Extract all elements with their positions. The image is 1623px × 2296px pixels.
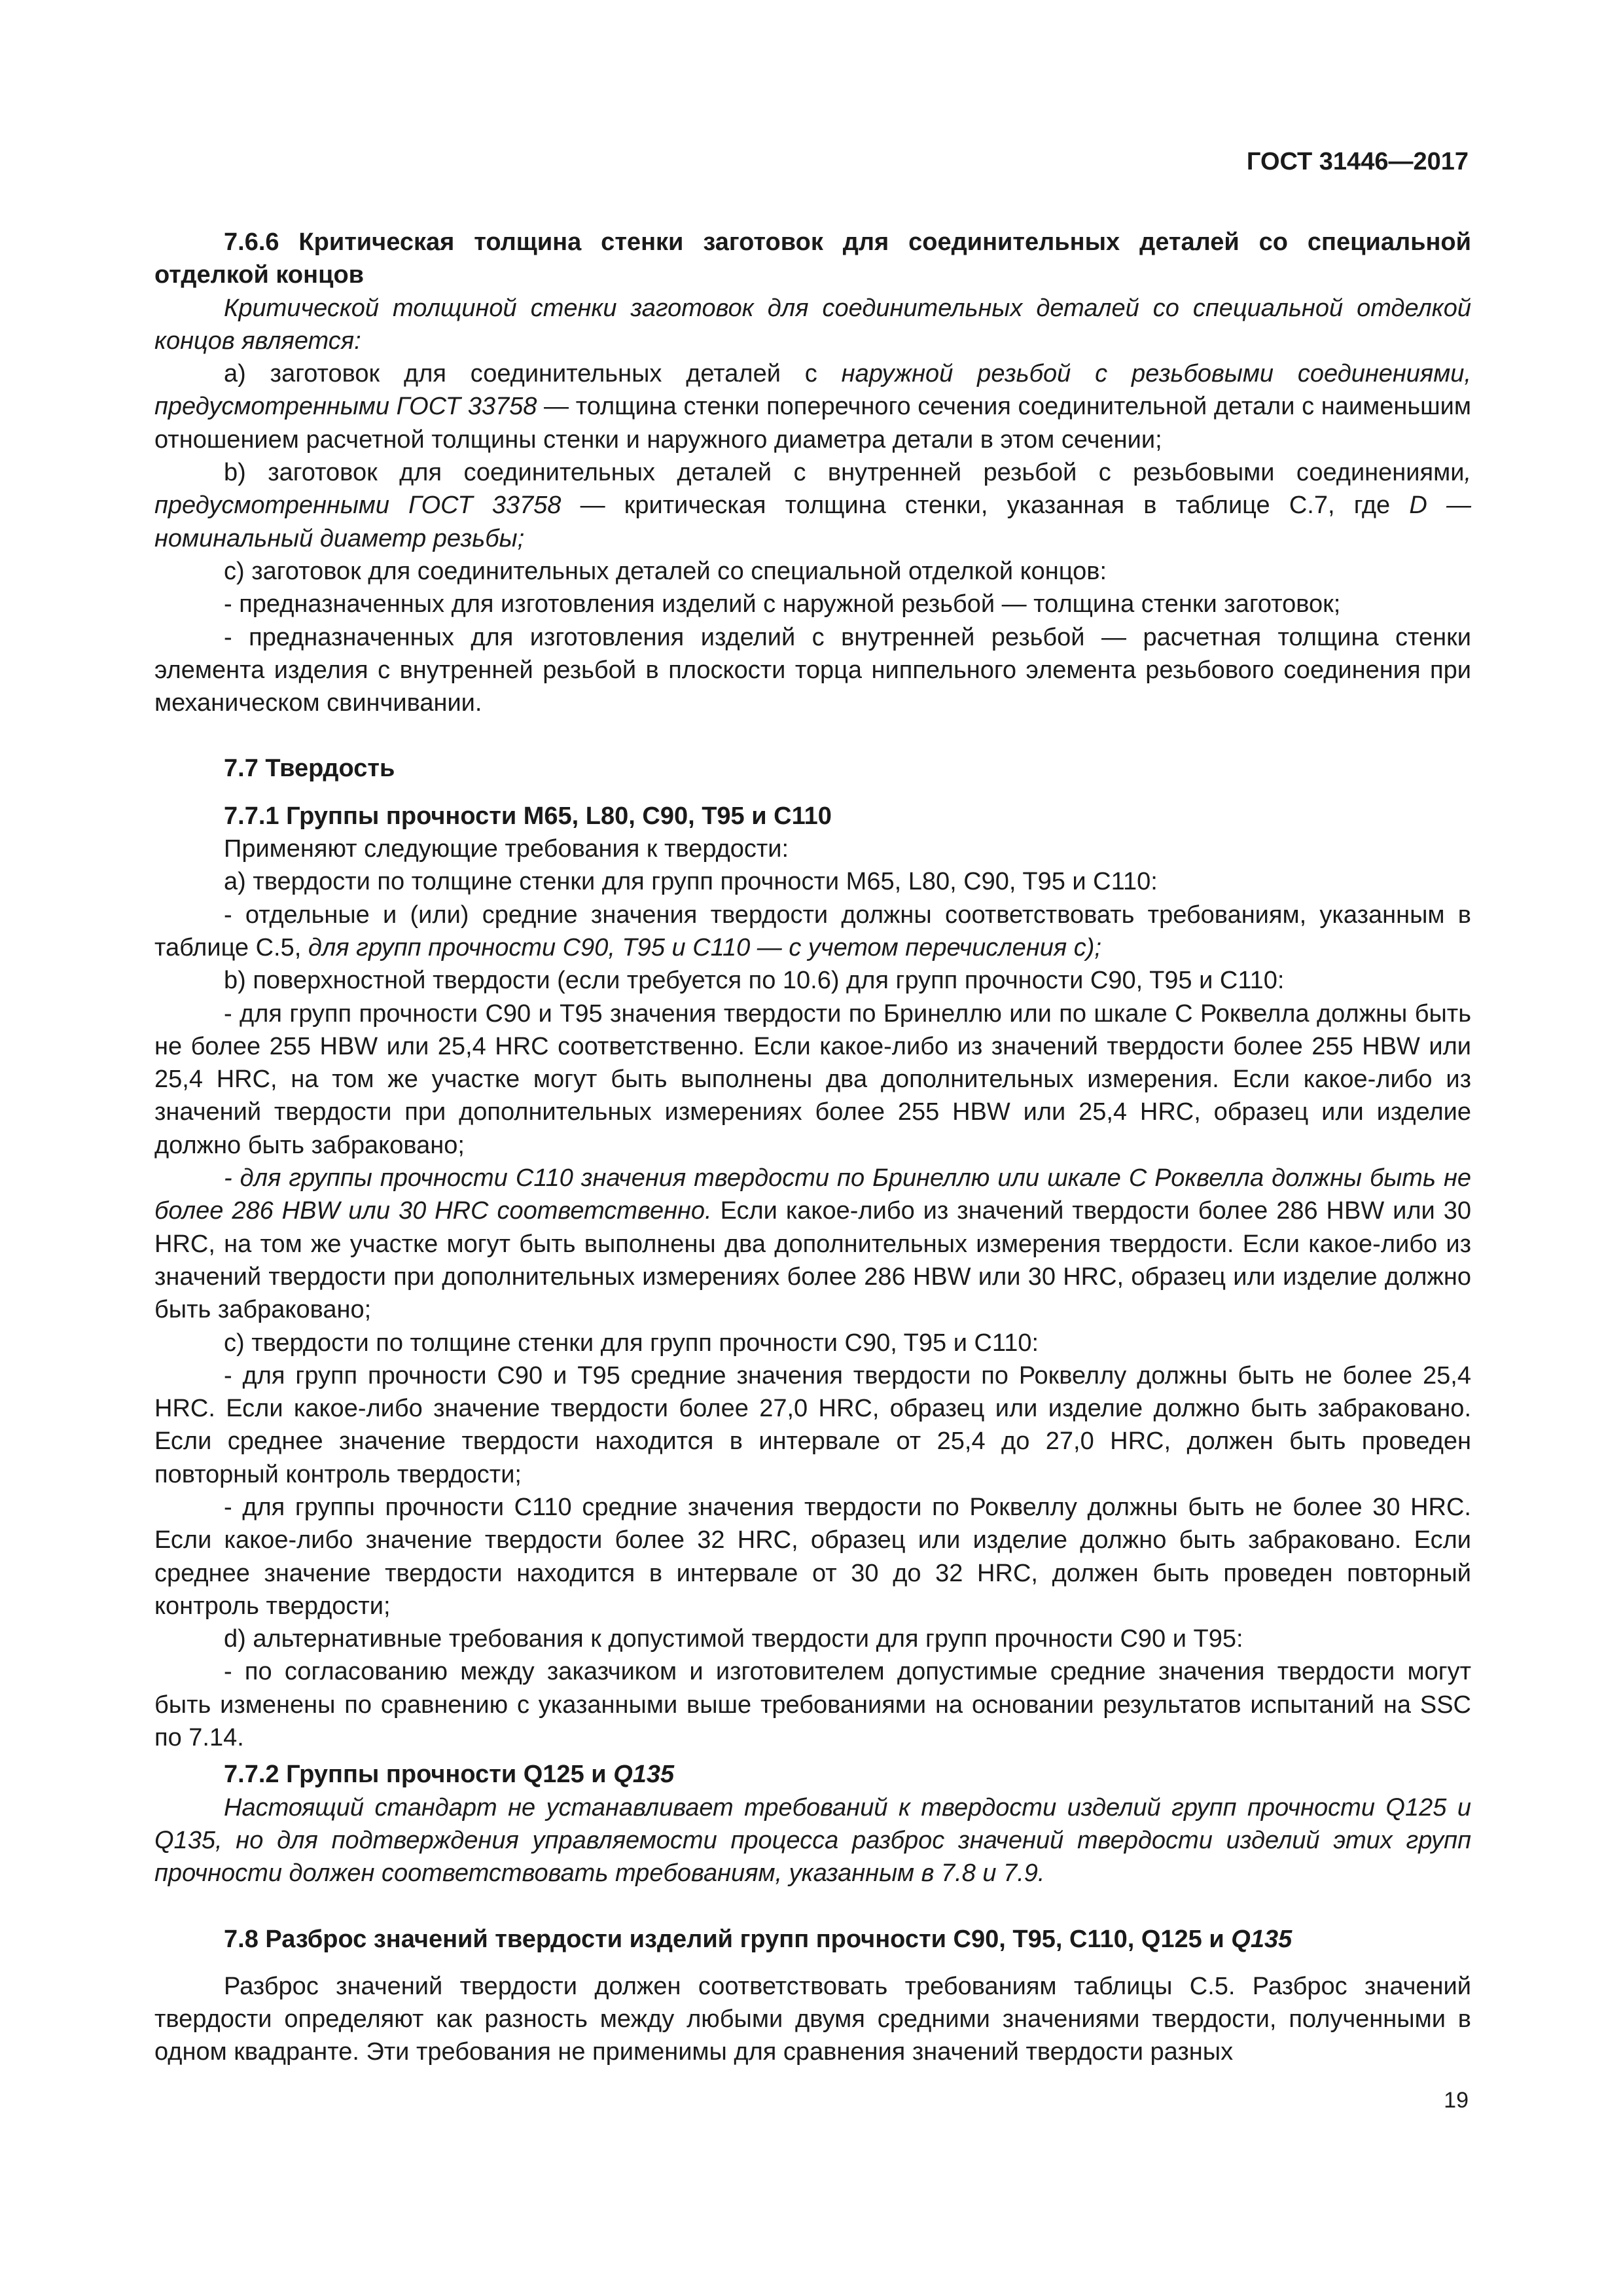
section-7-7-2-heading-italic: Q135 bbox=[613, 1761, 675, 1789]
document-body bbox=[154, 226, 1471, 2069]
section-7-7-1-intro: Применяют следующие требования к твердости: bbox=[224, 835, 789, 863]
section-7-6-6-item-c-1: - предназначенных для изготовления изделий с наружной резьбой — толщина стенки заготовок; bbox=[224, 590, 1341, 619]
section-7-6-6-heading: 7.6.6 Критическая толщина стенки заготовок для соединительных деталей со специальной отделкой концов bbox=[154, 228, 1471, 289]
item-b-text-1: b) заготовок для соединительных деталей с внутренней резьбой с резьбовыми соединениями bbox=[224, 459, 1465, 487]
section-7-8-heading-text: 7.8 Разброс значений твердости изделий групп прочности C90, T95, C110, Q125 и bbox=[224, 1925, 1232, 1953]
section-7-7-2-text: Настоящий стандарт не устанавливает требований к твердости изделий групп прочности Q125 и Q135, но для подтверждения управляемости процесса разброс значений твердости изделий этих групп прочности должен соответствовать требованиям, указанным в 7.8 и 7.9. bbox=[154, 1793, 1471, 1888]
section-7-6-6-item-b bbox=[154, 456, 1471, 555]
item-a1-text-1: - отдельные и (или) средние значения твердости должны соответствовать требованиям, указанным в таблице С.5, bbox=[154, 901, 1471, 961]
section-7-6-6-intro: Критической толщиной стенки заготовок для соединительных деталей со специальной отделкой концов является: bbox=[154, 294, 1471, 355]
section-7-7-1-item-a-1 bbox=[154, 899, 1471, 965]
section-7-7-1-item-d-1: - по согласованию между заказчиком и изготовителем допустимые средние значения твердости могут быть изменены по сравнению с указанными выше требованиями на основании результатов испытаний на SSC по 7.14. bbox=[154, 1658, 1471, 1752]
item-a-text-1: а) заготовок для соединительных деталей с bbox=[224, 360, 842, 388]
section-7-7-2-heading bbox=[154, 1758, 1471, 1791]
section-7-6-6-item-c: с) заготовок для соединительных деталей со специальной отделкой концов: bbox=[224, 557, 1107, 585]
section-7-7-1-item-d: d) альтернативные требования к допустимой твердости для групп прочности C90 и T95: bbox=[224, 1625, 1243, 1653]
item-b-text-4: D — номинальный диаметр резьбы; bbox=[154, 492, 1471, 552]
item-b2-text-1: - для группы прочности C110 значения твердости по Бринеллю или шкале С Роквелла должны быть не более 286 HBW или 30 HRC соответственно. bbox=[154, 1164, 1471, 1225]
page-number: 19 bbox=[1444, 2088, 1469, 2113]
section-7-8-heading-italic: Q135 bbox=[1231, 1925, 1293, 1953]
item-a-text-3: — толщина стенки поперечного сечения соединительной детали с наименьшим отношением расчетной толщины стенки и наружного диаметра детали в этом сечении; bbox=[154, 393, 1472, 454]
section-7-7-2-heading-text: 7.7.2 Группы прочности Q125 и bbox=[224, 1761, 614, 1789]
item-b2-text-2: Если какое-либо из значений твердости более 286 HBW или 30 HRC, на том же участке могут быть выполнены два дополнительных измерения твердости. Если какое-либо из значений твердости при дополнительных измерениях более 286 HBW или 30 HRC, образец или изделие должно быть забраковано; bbox=[154, 1197, 1472, 1324]
section-7-7-1-item-c: с) твердости по толщине стенки для групп прочности C90, T95 и C110: bbox=[224, 1329, 1039, 1357]
item-a1-text-2: для групп прочности C90, T95 и C110 — с учетом перечисления с); bbox=[308, 933, 1101, 961]
item-b-text-2: , предусмотренными ГОСТ 33758 bbox=[154, 459, 1471, 520]
section-7-8-text: Разброс значений твердости должен соответствовать требованиям таблицы С.5. Разброс значений твердости определяют как разность между любыми двумя средними значениями твердости, полученными в одном квадранте. Эти требования не применимы для сравнения значений твердости разных bbox=[154, 1972, 1471, 2066]
document-header-id: ГОСТ 31446—2017 bbox=[1246, 148, 1469, 175]
section-7-7-1-item-b-1: - для групп прочности C90 и T95 значения твердости по Бринеллю или по шкале С Роквелла должны быть не более 255 HBW или 25,4 HRC соответственно. Если какое-либо из значений твердости более 255 HBW или 25,4 HRC, на том же участке могут быть выполнены два дополнительных измерения. Если какое-либо из значений твердости при дополнительных измерениях более 255 HBW или 25,4 HRC, образец или изделие должно быть забраковано; bbox=[154, 999, 1471, 1159]
item-b-text-3: — критическая толщина стенки, указанная в таблице С.7, где bbox=[561, 492, 1410, 520]
section-7-7-1-item-c-2: - для группы прочности C110 средние значения твердости по Роквеллу должны быть не более 30 HRC. Если какое-либо значение твердости более 32 HRC, образец или изделие должно быть забраковано. Если среднее значение твердости находится в интервале от 30 до 32 HRC, должен быть проведен повторный контроль твердости; bbox=[154, 1493, 1471, 1620]
item-a-text-2: наружной резьбой с резьбовыми соединениями, предусмотренными ГОСТ 33758 bbox=[154, 360, 1471, 421]
section-7-6-6-item-c-2: - предназначенных для изготовления изделий с внутренней резьбой — расчетная толщина стенки элемента изделия с внутренней резьбой в плоскости торца ниппельного элемента резьбового соединения при механическом свинчивании. bbox=[154, 623, 1471, 717]
section-7-7-1-item-b-2 bbox=[154, 1162, 1471, 1326]
section-7-8-heading bbox=[154, 1923, 1471, 1956]
section-7-6-6-item-a bbox=[154, 357, 1471, 456]
section-7-7-heading: 7.7 Твердость bbox=[224, 755, 395, 783]
section-7-7-1-heading: 7.7.1 Группы прочности M65, L80, C90, T95 и C110 bbox=[224, 802, 832, 830]
section-7-7-1-item-b: b) поверхностной твердости (если требуется по 10.6) для групп прочности C90, T95 и C110: bbox=[224, 967, 1285, 995]
section-7-7-1-item-a: а) твердости по толщине стенки для групп прочности M65, L80, C90, T95 и C110: bbox=[224, 868, 1158, 896]
section-7-7-1-item-c-1: - для групп прочности C90 и T95 средние значения твердости по Роквеллу должны быть не более 25,4 HRC. Если какое-либо значение твердости более 27,0 HRC, образец или изделие должно быть забраковано. Если среднее значение твердости находится в интервале от 25,4 до 27,0 HRC, должен быть проведен повторный контроль твердости; bbox=[154, 1361, 1471, 1488]
